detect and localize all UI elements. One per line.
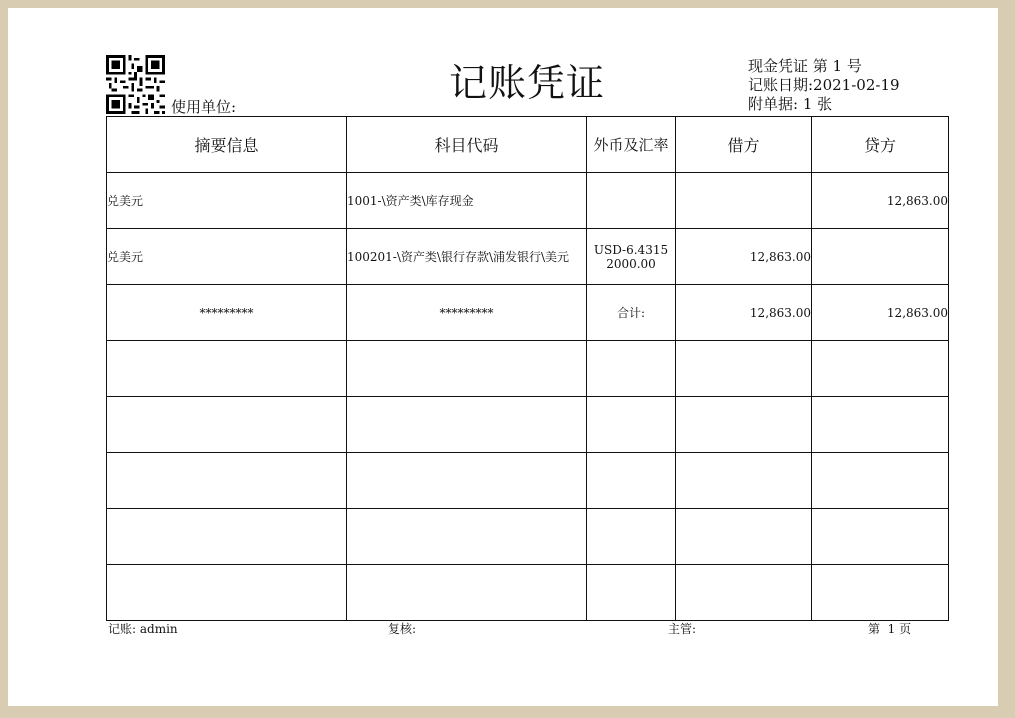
cell-fx	[587, 173, 676, 229]
cell-account	[347, 397, 587, 453]
cell-credit: 12,863.00	[812, 285, 949, 341]
table-row	[107, 341, 949, 397]
table-row	[107, 229, 949, 285]
cell-fx	[587, 509, 676, 565]
cell-account: 1001-\资产类\库存现金	[347, 173, 587, 229]
table-row	[107, 173, 949, 229]
qr-code-icon	[106, 55, 165, 114]
table-row	[107, 397, 949, 453]
cell-credit: 12,863.00	[812, 173, 949, 229]
cell-account	[347, 509, 587, 565]
table-row	[107, 453, 949, 509]
voucher-type: 现金凭证 第 1 号	[748, 57, 862, 75]
cell-account	[347, 565, 587, 621]
table-row	[107, 565, 949, 621]
unit-label: 使用单位:	[171, 98, 237, 116]
cell-summary: 兑美元	[107, 173, 347, 229]
cell-credit	[812, 453, 949, 509]
cell-summary	[107, 565, 347, 621]
cell-credit	[812, 397, 949, 453]
cell-debit	[676, 565, 812, 621]
col-account-header: 科目代码	[347, 117, 587, 173]
attachment-count: 附单据: 1 张	[748, 95, 833, 113]
cell-debit: 12,863.00	[676, 285, 812, 341]
cell-summary	[107, 397, 347, 453]
cell-summary	[107, 341, 347, 397]
table-body	[107, 173, 949, 621]
table-row	[107, 509, 949, 565]
table-row	[107, 285, 949, 341]
cell-debit	[676, 173, 812, 229]
footer-page-number: 第 1 页	[868, 622, 912, 636]
cell-debit	[676, 509, 812, 565]
col-credit-header: 贷方	[812, 117, 949, 173]
cell-credit	[812, 509, 949, 565]
cell-fx	[587, 397, 676, 453]
cell-fx	[587, 341, 676, 397]
cell-debit: 12,863.00	[676, 229, 812, 285]
cell-summary: 兑美元	[107, 229, 347, 285]
posting-date: 记账日期:2021-02-19	[748, 76, 900, 94]
table-header-row	[107, 117, 949, 173]
cell-account	[347, 341, 587, 397]
col-fx-header: 外币及汇率	[587, 117, 676, 173]
voucher-table	[106, 116, 949, 621]
cell-summary	[107, 453, 347, 509]
cell-debit	[676, 453, 812, 509]
voucher-meta	[748, 57, 900, 114]
cell-summary: *********	[107, 285, 347, 341]
cell-credit	[812, 565, 949, 621]
footer-supervisor: 主管:	[668, 622, 697, 636]
cell-fx: 合计:	[587, 285, 676, 341]
cell-debit	[676, 397, 812, 453]
cell-fx	[587, 453, 676, 509]
footer-reviewer: 复核:	[388, 622, 417, 636]
cell-account	[347, 453, 587, 509]
cell-account: 100201-\资产类\银行存款\浦发银行\美元	[347, 229, 587, 285]
col-debit-header: 借方	[676, 117, 812, 173]
cell-fx: USD-6.4315 2000.00	[587, 229, 676, 285]
col-summary-header: 摘要信息	[107, 117, 347, 173]
cell-summary	[107, 509, 347, 565]
page-title: 记账凭证	[449, 61, 606, 105]
cell-credit	[812, 341, 949, 397]
cell-debit	[676, 341, 812, 397]
cell-credit	[812, 229, 949, 285]
cell-account: *********	[347, 285, 587, 341]
footer-bookkeeper: 记账: admin	[108, 622, 178, 636]
cell-fx	[587, 565, 676, 621]
